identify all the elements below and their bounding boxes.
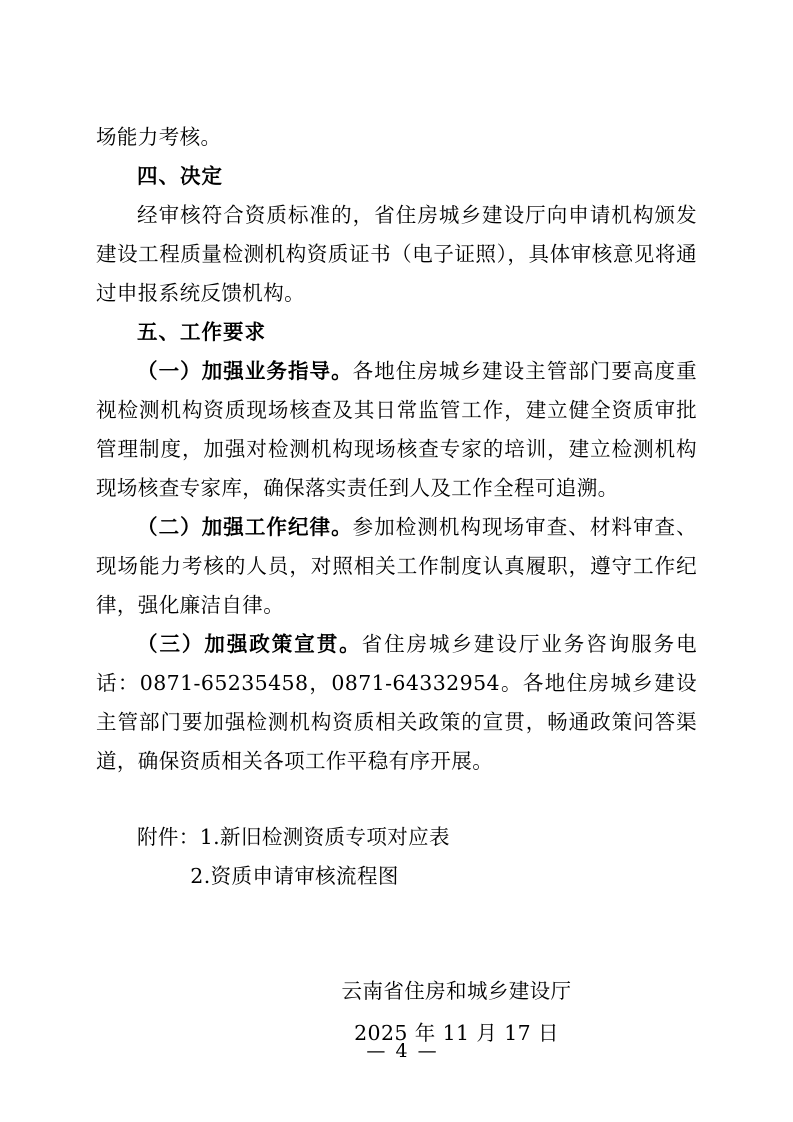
paragraph-decision: 经审核符合资质标准的，省住房城乡建设厅向申请机构颁发建设工程质量检测机构资质证书（电子证照），具体审核意见将通过申报系统反馈机构。 xyxy=(96,203,697,305)
signature-issuer: 云南省住房和城乡建设厅 xyxy=(341,979,572,1003)
attachment-item-1 xyxy=(96,818,697,857)
subheading-two: （二）加强工作纪律。 xyxy=(137,515,353,539)
document-body xyxy=(96,118,697,1054)
section-heading-four: 四、决定 xyxy=(137,164,223,188)
attachment-item-1-text: 1.新旧检测资质专项对应表 xyxy=(199,825,450,849)
section-heading-five: 五、工作要求 xyxy=(137,320,266,344)
page-number: — 4 — xyxy=(366,1040,439,1062)
subheading-one: （一）加强业务指导。 xyxy=(137,359,353,383)
attachment-item-2: 2.资质申请审核流程图 xyxy=(190,864,399,888)
paragraph-work-req-2 xyxy=(96,508,697,625)
paragraph-continued: 场能力考核。 xyxy=(96,125,222,149)
paragraph-work-req-1 xyxy=(96,352,697,508)
attachment-list xyxy=(96,818,697,896)
paragraph-work-req-3-text: 省住房城乡建设厅业务咨询服务电话：0871-65235458，0871-64332954。各地住房城乡建设主管部门要加强检测机构资质相关政策的宣贯，畅通政策问答渠道，确保资质相关各项工作平稳有序开展。 xyxy=(96,632,697,773)
paragraph-work-req-2-text: 参加检测机构现场审查、材料审查、现场能力考核的人员，对照相关工作制度认真履职，遵守工作纪律，强化廉洁自律。 xyxy=(96,515,697,617)
subheading-three: （三）加强政策宣贯。 xyxy=(137,632,362,656)
attachment-label: 附件： xyxy=(137,825,200,849)
signature-date: 2025 年 11 月 17 日 xyxy=(354,1021,559,1045)
paragraph-work-req-1-text: 各地住房城乡建设主管部门要高度重视检测机构资质现场核查及其日常监管工作，建立健全资质审批管理制度，加强对检测机构现场核查专家的培训，建立检测机构现场核查专家库，确保落实责任到人及工作全程可追溯。 xyxy=(96,359,697,500)
paragraph-work-req-3 xyxy=(96,625,697,781)
